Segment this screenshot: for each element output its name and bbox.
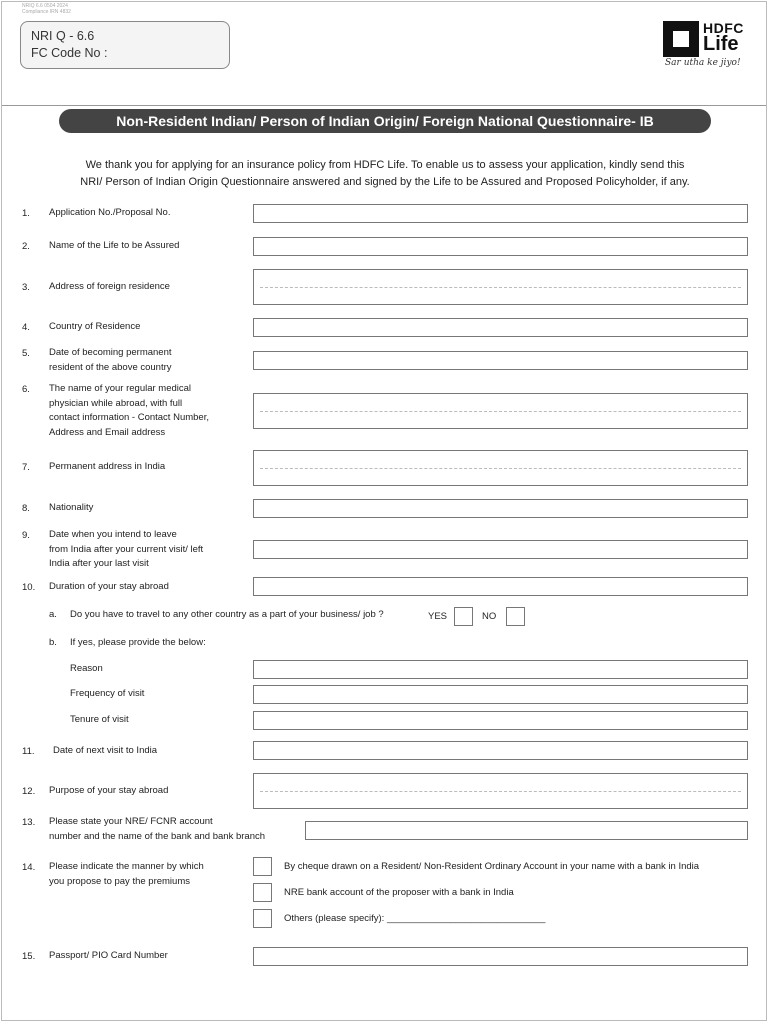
q5-line-2: resident of the above country [49,361,172,373]
logo-life-text: Life [703,33,739,55]
q9-line-3: India after your last visit [49,558,149,569]
q12-label: Purpose of your stay abroad [49,785,169,796]
q6-line-4: Address and Email address [49,426,166,438]
q10a-label: Do you have to travel to any other country as a part of your business/ job ? [70,609,384,620]
logo-hdfc-text: HDFC [703,20,744,36]
q12-number: 12. [22,786,36,797]
bank-account-field[interactable] [305,821,748,840]
q11-label: Date of next visit to India [53,745,158,756]
q1-label: Application No./Proposal No. [49,207,171,218]
q4-label: Country of Residence [49,321,141,332]
q14-label [49,860,204,889]
logo-mark-icon [663,21,699,57]
cheque-option-label: By cheque drawn on a Resident/ Non-Resident Ordinary Account in your name with a bank in India [284,861,700,872]
yes-label: YES [428,611,448,622]
q10b-number: b. [49,637,57,648]
others-checkbox[interactable] [253,909,272,928]
form-code-box [20,21,230,69]
q1-number: 1. [22,208,30,219]
q8-number: 8. [22,503,30,514]
q9-line-1: Date when you intend to leave [49,529,177,540]
q15-number: 15. [22,951,36,962]
q7-number: 7. [22,462,30,473]
q13-line-2: number and the name of the bank and bank branch [49,830,266,842]
q14-line-1: Please indicate the manner by which [49,861,204,872]
q10-label: Duration of your stay abroad [49,581,169,592]
country-of-residence-field[interactable] [253,318,748,337]
q10b-label: If yes, please provide the below: [70,637,206,648]
q6-line-3: contact information - Contact Number, [49,412,209,423]
no-checkbox[interactable] [506,607,525,626]
q9-number: 9. [22,530,30,541]
passport-number-field[interactable] [253,947,748,966]
stay-duration-field[interactable] [253,577,748,596]
intro-line-1: We thank you for applying for an insurance policy from HDFC Life. To enable us to assess your application, kindly send this [85,159,685,171]
q13-line-1: Please state your NRE/ FCNR account [49,816,213,827]
frequency-label: Frequency of visit [70,688,145,699]
fc-code-label: FC Code No : [31,46,108,60]
nre-account-checkbox[interactable] [253,883,272,902]
hdfc-life-logo [663,21,753,73]
field-divider [260,791,741,792]
q10a-number: a. [49,609,57,620]
q8-label: Nationality [49,502,94,513]
q14-number: 14. [22,862,36,873]
stay-purpose-field[interactable] [253,773,748,809]
q5-label [49,346,172,375]
application-number-field[interactable] [253,204,748,223]
field-divider [260,468,741,469]
leave-india-date-field[interactable] [253,540,748,559]
logo-tagline: Sar utha ke jiyo! [665,58,741,68]
q13-number: 13. [22,817,36,828]
q2-number: 2. [22,241,30,252]
cheque-checkbox[interactable] [253,857,272,876]
yes-checkbox[interactable] [454,607,473,626]
form-code: NRI Q - 6.6 [31,29,95,43]
q6-line-2: physician while abroad, with full [49,397,183,409]
q9-line-2: from India after your current visit/ left [49,543,204,555]
q4-number: 4. [22,322,30,333]
q13-label [49,815,265,844]
frequency-field[interactable] [253,685,748,704]
form-version-text: NRIQ 6.6 0504 2024 [22,3,68,9]
q6-line-1: The name of your regular medical [49,383,192,394]
others-option-label: Others (please specify): ______________________________ [284,913,546,924]
q3-label: Address of foreign residence [49,281,170,292]
q14-line-2: you propose to pay the premiums [49,875,190,887]
q6-label [49,382,209,440]
foreign-address-field[interactable] [253,269,748,305]
physician-info-field[interactable] [253,393,748,429]
life-assured-name-field[interactable] [253,237,748,256]
nre-option-label: NRE bank account of the proposer with a bank in India [284,887,514,898]
q11-number: 11. [22,746,35,757]
no-label: NO [482,611,497,622]
field-divider [260,287,741,288]
q10-number: 10. [22,582,36,593]
tenure-label: Tenure of visit [70,714,129,725]
field-divider [260,411,741,412]
page-title: Non-Resident Indian/ Person of Indian Origin/ Foreign National Questionnaire- IB [59,109,711,133]
q7-label: Permanent address in India [49,461,166,472]
q15-label: Passport/ PIO Card Number [49,950,168,961]
next-visit-date-field[interactable] [253,741,748,760]
reason-label: Reason [70,663,103,674]
tenure-field[interactable] [253,711,748,730]
q6-number: 6. [22,384,30,395]
india-address-field[interactable] [253,450,748,486]
reason-field[interactable] [253,660,748,679]
q2-label: Name of the Life to be Assured [49,240,180,251]
q5-number: 5. [22,348,30,359]
intro-line-2: NRI/ Person of Indian Origin Questionnaire answered and signed by the Life to be Assured and Proposed Policyholder, if any. [80,176,690,188]
permanent-resident-date-field[interactable] [253,351,748,370]
q9-label [49,528,203,572]
header-divider [2,105,766,106]
nationality-field[interactable] [253,499,748,518]
q3-number: 3. [22,282,30,293]
compliance-text: Compliance IRN 4832 [22,9,71,15]
q5-line-1: Date of becoming permanent [49,347,172,358]
intro-text [40,157,730,191]
